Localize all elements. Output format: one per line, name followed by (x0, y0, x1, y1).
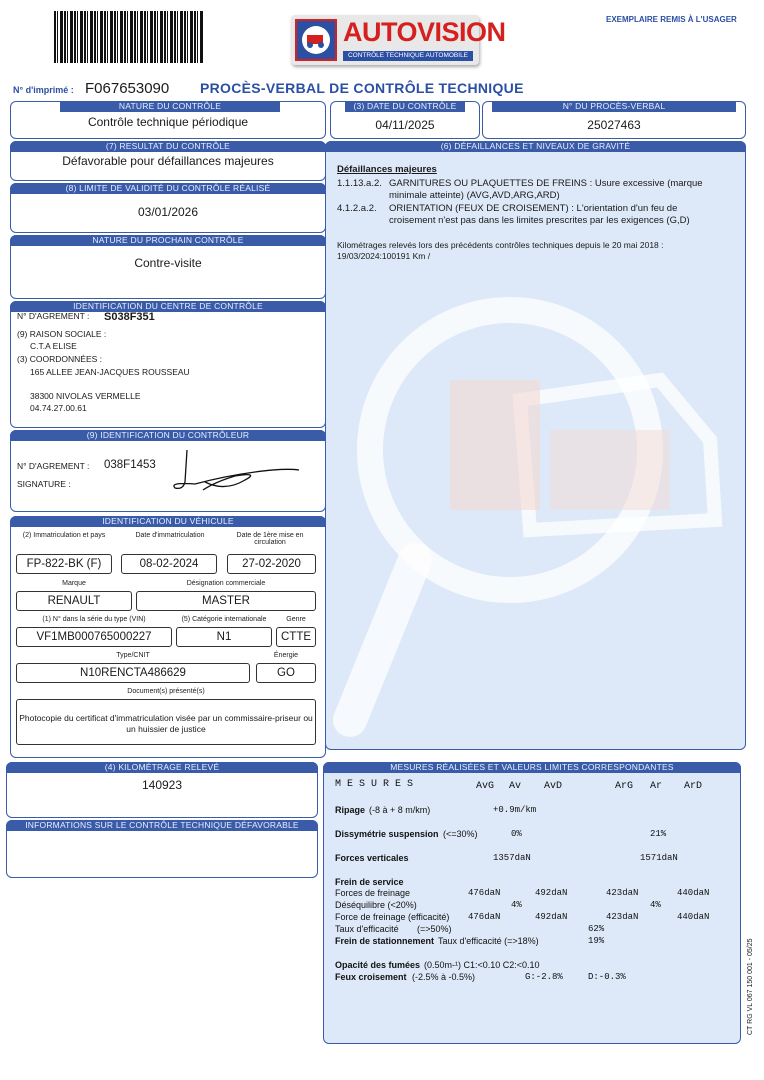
mesures-head: M E S U R E S (335, 779, 414, 790)
vehicule-label: IDENTIFICATION DU VÉHICULE (10, 516, 326, 527)
col-av: Av (509, 781, 522, 792)
centre-raison-label: (9) RAISON SOCIALE : (17, 329, 107, 339)
categorie-label: (5) Catégorie internationale (181, 616, 267, 623)
pv-label: N° DU PROCÈS-VERBAL (492, 101, 736, 112)
efficacite-force-ard: 440daN (677, 912, 710, 922)
prochain-value: Contre-visite (134, 256, 202, 270)
ripage-limit: (-8 à + 8 m/km) (369, 805, 431, 815)
centre-coord-label: (3) COORDONNÉES : (17, 354, 103, 364)
controleur-agrement-label: N° D'AGREMENT : (17, 461, 90, 471)
vin-label: (1) N° dans la série du type (VIN) (42, 616, 146, 623)
opacite-value: (0.50m-¹) C1:<0.10 C2:<0.10 (424, 960, 540, 970)
marque-label: Marque (62, 580, 86, 587)
stationnement-taux: Taux d'efficacité (=>18%) (438, 936, 539, 946)
taux-limit: (=>50%) (417, 924, 452, 934)
km-history-line2: 19/03/2024:100191 Km / (337, 251, 431, 261)
exemplaire-note: EXEMPLAIRE REMIS À L'USAGER (606, 15, 737, 24)
magnifier-car-watermark (330, 280, 740, 750)
controleur-agrement: 038F1453 (104, 459, 156, 471)
genre-label: Genre (286, 616, 306, 623)
opacite-label: Opacité des fumées (335, 960, 421, 970)
marque-field: RENAULT (16, 591, 132, 611)
freinage-ard: 440daN (677, 888, 710, 898)
col-avd: AvD (544, 781, 563, 792)
km-history-line1: Kilométrages relevés lors des précédents contrôles techniques depuis le 20 mai 2018 : (337, 240, 664, 250)
barcode (54, 11, 204, 63)
docs-field (16, 699, 316, 745)
brand-logo (291, 15, 506, 65)
taux-label: Taux d'efficacité (335, 924, 399, 934)
dissym-ar: 21% (650, 829, 667, 839)
defaillance-1-line1: GARNITURES OU PLAQUETTES DE FREINS : Usure excessive (marque (389, 178, 703, 189)
forces-label: Forces verticales (335, 853, 409, 863)
date-circ-field: 27-02-2020 (227, 554, 316, 574)
defaillance-2-code: 4.1.2.a.2. (337, 203, 377, 214)
signature-scribble (165, 446, 305, 498)
kilometrage-value: 140923 (141, 778, 183, 792)
freinage-arg: 423daN (606, 888, 639, 898)
efficacite-force-avd: 492daN (535, 912, 568, 922)
designation-field: MASTER (136, 591, 316, 611)
type-field: N10RENCTA486629 (16, 663, 250, 683)
footer-code: CT RG VL 067 150 001 - 05/25 (747, 938, 754, 1035)
stationnement-label: Frein de stationnement (335, 936, 435, 946)
validite-label: (8) LIMITE DE VALIDITÉ DU CONTRÔLE RÉALISÉ (10, 183, 326, 194)
date-controle: 04/11/2025 (375, 118, 435, 132)
resultat-label: (7) RESULTAT DU CONTRÔLE (10, 141, 326, 152)
col-arg: ArG (615, 781, 634, 792)
prochain-label: NATURE DU PROCHAIN CONTRÔLE (10, 235, 326, 246)
desequilibre-label: Déséquilibre (<20%) (335, 900, 417, 910)
num-imprime: F067653090 (85, 80, 170, 97)
efficacite-force-avg: 476daN (468, 912, 501, 922)
energie-label: Énergie (273, 652, 299, 659)
centre-agrement: S038F351 (104, 311, 155, 323)
brand-subtitle: CONTRÔLE TECHNIQUE AUTOMOBILE (343, 51, 473, 61)
date-controle-label: (3) DATE DU CONTRÔLE (345, 101, 465, 112)
defaillances-title: Défaillances majeures (337, 164, 437, 175)
mesures-label: MESURES RÉALISÉES ET VALEURS LIMITES CORRESPONDANTES (323, 762, 741, 773)
efficacite-force-arg: 423daN (606, 912, 639, 922)
controleur-label: (9) IDENTIFICATION DU CONTRÔLEUR (10, 430, 326, 441)
pv-number: 25027463 (587, 118, 641, 132)
vin-field: VF1MB000765000227 (16, 627, 172, 647)
centre-agrement-label: N° D'AGREMENT : (17, 311, 90, 321)
stationnement-value: 19% (588, 936, 605, 946)
immat-field: FP-822-BK (F) (16, 554, 112, 574)
desequilibre-ar: 4% (650, 900, 661, 910)
nature-controle-label: NATURE DU CONTRÔLE (60, 101, 280, 112)
dissym-av: 0% (511, 829, 522, 839)
frein-service-label: Frein de service (335, 877, 404, 887)
defaillance-1-code: 1.1.13.a.2. (337, 178, 382, 189)
docs-label: Document(s) présenté(s) (127, 688, 205, 695)
freinage-label: Forces de freinage (335, 888, 411, 898)
defaillance-2-line2: croisement n'est pas dans les limites prescrites par les exigences (G,D) (389, 215, 690, 226)
kilometrage-label: (4) KILOMÉTRAGE RELEVÉ (6, 762, 318, 773)
centre-adresse2: 38300 NIVOLAS VERMELLE (30, 391, 141, 401)
feux-g: G:-2.8% (525, 972, 563, 982)
efficacite-force-label: Force de freinage (efficacité) (335, 912, 450, 922)
date-circ-label: Date de 1ère mise en circulation (236, 532, 304, 546)
date-immat-label: Date d'immatriculation (135, 532, 205, 539)
validite-value: 03/01/2026 (137, 205, 199, 219)
freinage-avd: 492daN (535, 888, 568, 898)
forces-ar: 1571daN (640, 853, 678, 863)
taux-value: 62% (588, 924, 605, 934)
centre-label: IDENTIFICATION DU CENTRE DE CONTRÔLE (10, 301, 326, 312)
feux-limit: (-2.5% à -0.5%) (412, 972, 476, 982)
defaillance-1-line2: minimale atteinte) (AVG,AVD,ARG,ARD) (389, 190, 560, 201)
page-title: PROCÈS-VERBAL DE CONTRÔLE TECHNIQUE (200, 80, 524, 96)
infos-defavorable-label: INFORMATIONS SUR LE CONTRÔLE TECHNIQUE DÉFAVORABLE (6, 820, 318, 831)
forces-av: 1357daN (493, 853, 531, 863)
immat-label: (2) Immatriculation et pays (22, 532, 106, 539)
ripage-value: +0.9m/km (493, 805, 537, 815)
date-immat-field: 08-02-2024 (121, 554, 217, 574)
defaillance-2-line1: ORIENTATION (FEUX DE CROISEMENT) : L'orientation d'un feu de (389, 203, 678, 214)
resultat-value: Défavorable pour défaillances majeures (62, 154, 274, 168)
dissym-limit: (<=30%) (443, 829, 478, 839)
genre-field: CTTE (276, 627, 316, 647)
num-imprime-label: N° d'imprimé : (13, 85, 74, 95)
desequilibre-av: 4% (511, 900, 522, 910)
nature-controle: Contrôle technique périodique (87, 115, 249, 129)
docs-text: Photocopie du certificat d'immatriculation visée par un commissaire-priseur ou un huissier de justice (19, 713, 313, 734)
centre-raison: C.T.A ELISE (30, 341, 77, 351)
feux-d: D:-0.3% (588, 972, 626, 982)
signature-label: SIGNATURE : (17, 479, 71, 489)
car-logo-icon (295, 19, 337, 61)
feux-label: Feux croisement (335, 972, 407, 982)
brand-name: AUTOVISION (343, 17, 506, 47)
col-avg: AvG (476, 781, 495, 792)
freinage-avg: 476daN (468, 888, 501, 898)
col-ard: ArD (684, 781, 703, 792)
categorie-field: N1 (176, 627, 272, 647)
type-label: Type/CNIT (116, 652, 150, 659)
dissym-label: Dissymétrie suspension (335, 829, 439, 839)
ripage-label: Ripage (335, 805, 366, 815)
defaillances-label: (6) DÉFAILLANCES ET NIVEAUX DE GRAVITÉ (325, 141, 746, 152)
centre-adresse1: 165 ALLEE JEAN-JACQUES ROUSSEAU (30, 367, 190, 377)
col-ar: Ar (650, 781, 663, 792)
energie-field: GO (256, 663, 316, 683)
designation-label: Désignation commerciale (186, 580, 266, 587)
centre-tel: 04.74.27.00.61 (30, 403, 87, 413)
